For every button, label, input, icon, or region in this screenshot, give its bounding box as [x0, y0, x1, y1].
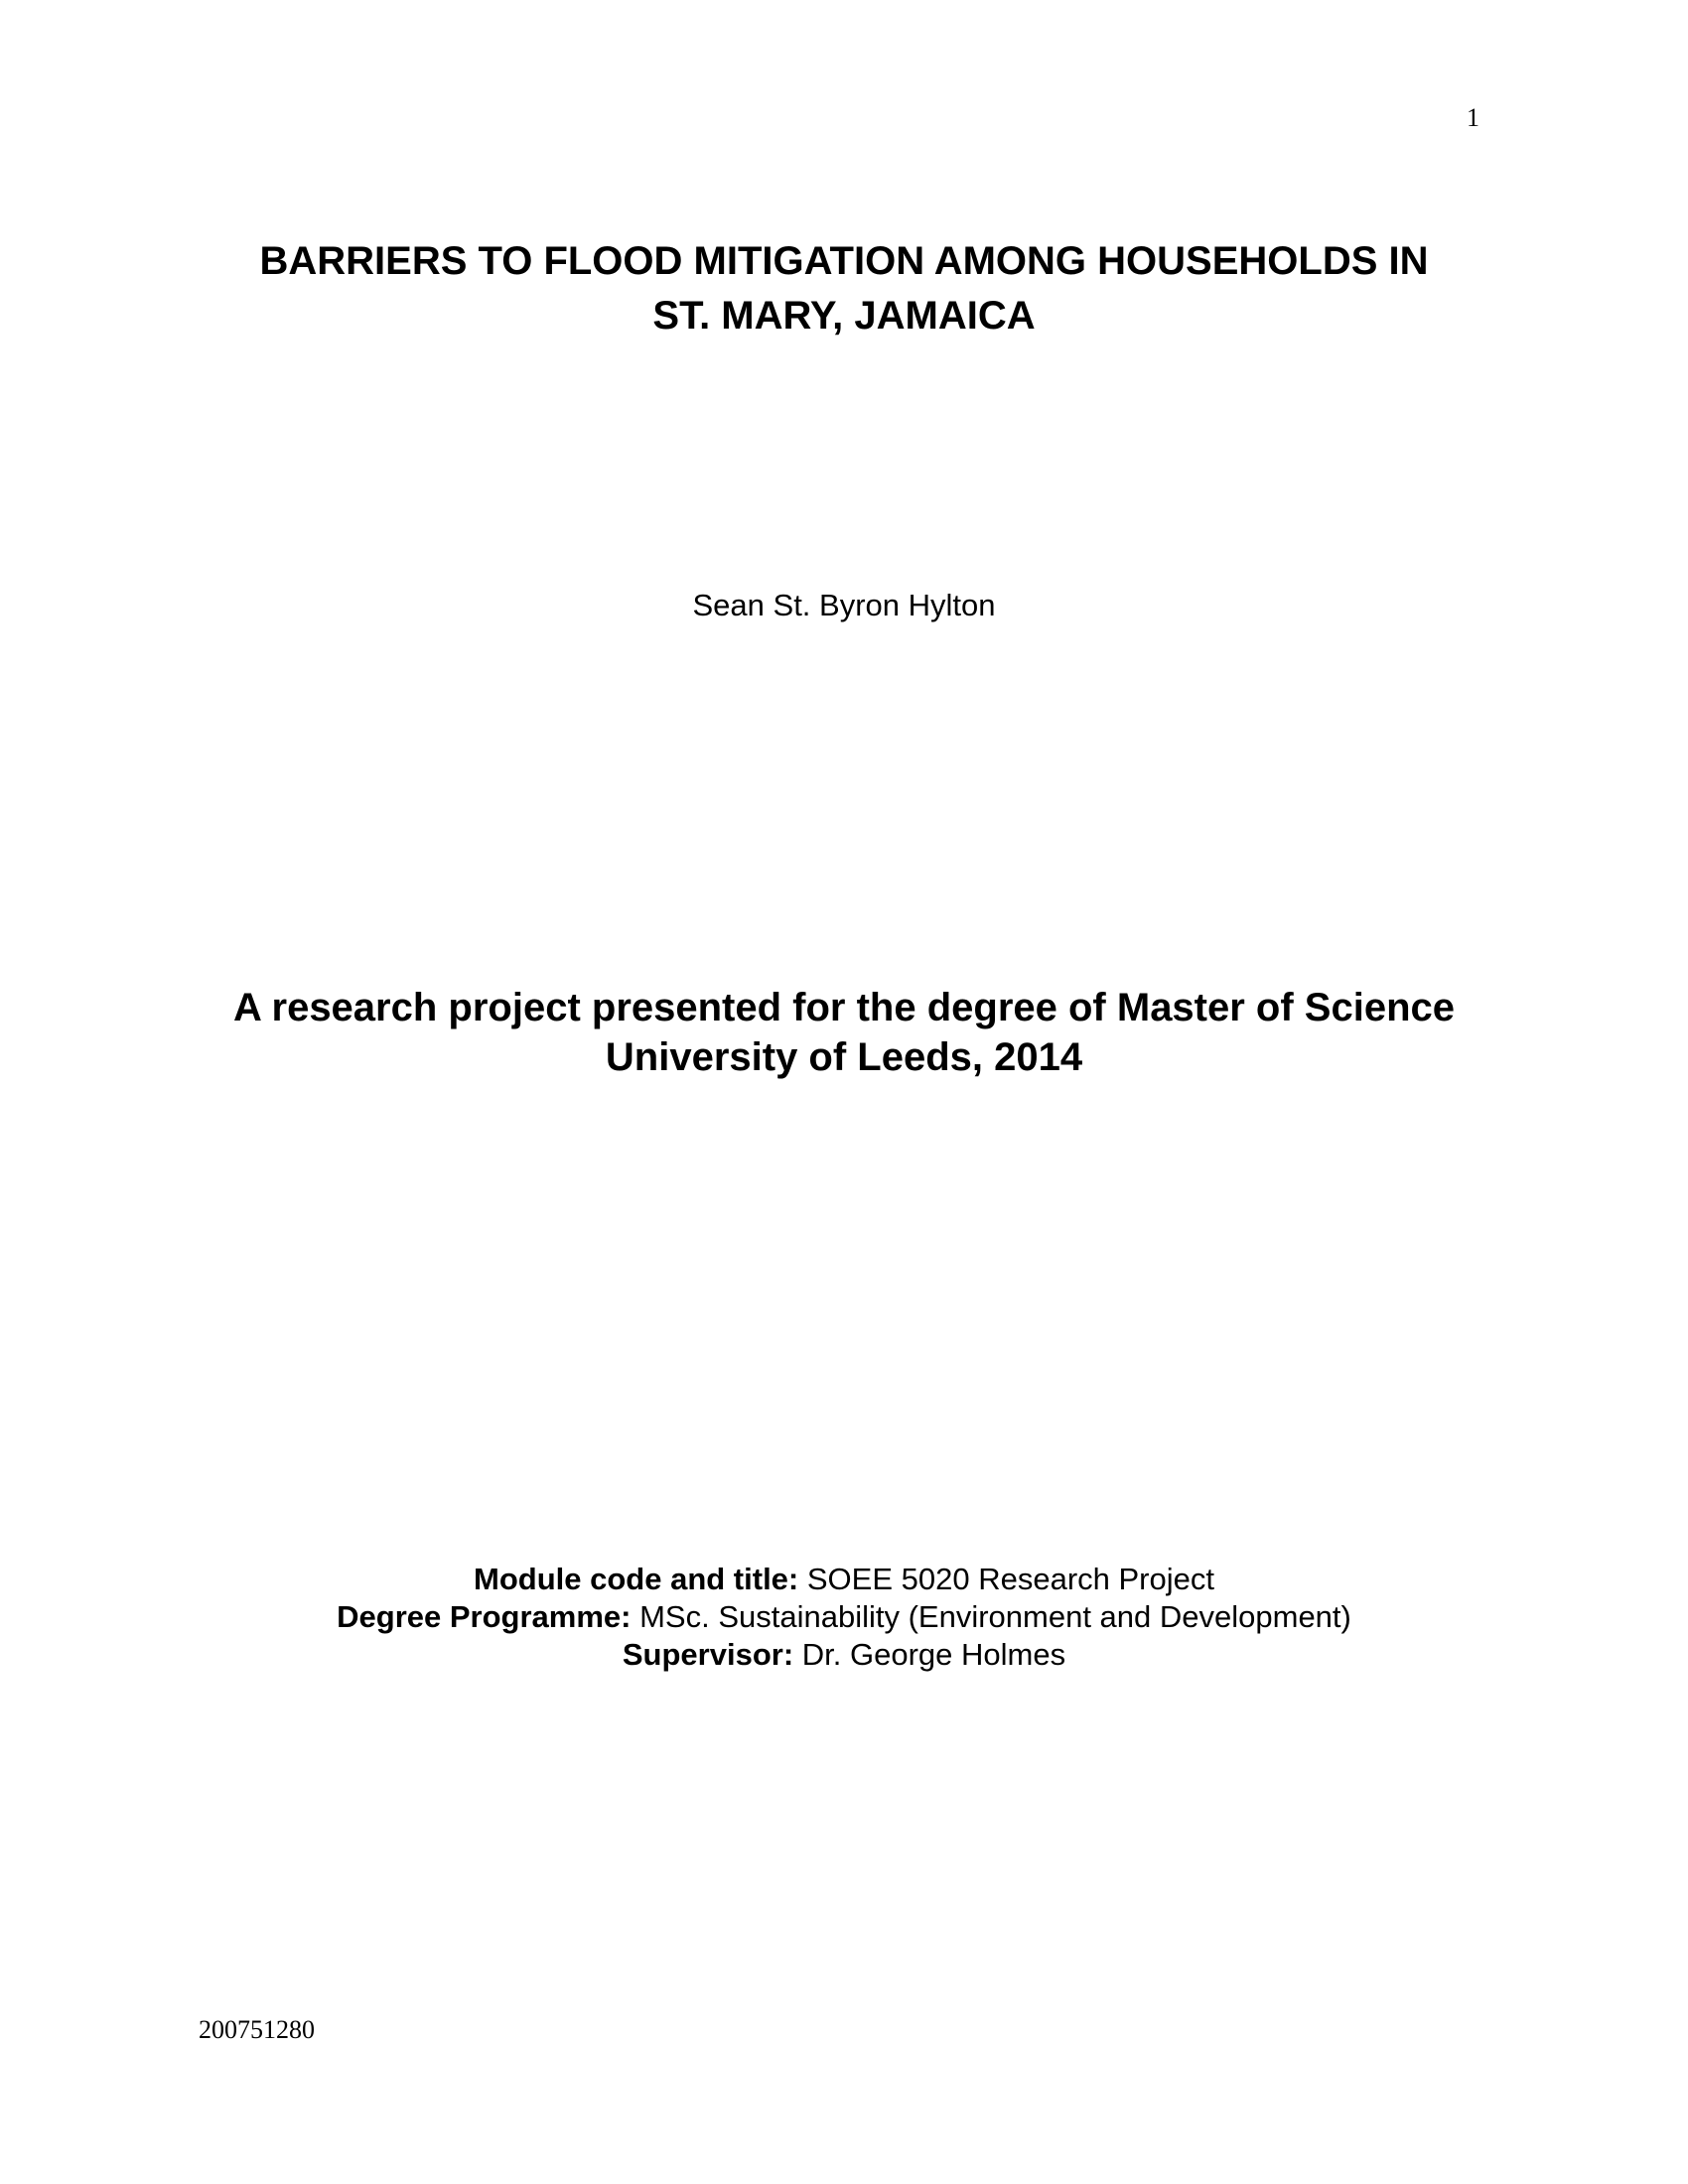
- document-title: [0, 234, 1688, 343]
- programme-value: MSc. Sustainability (Environment and Development): [639, 1599, 1351, 1634]
- module-value: SOEE 5020 Research Project: [806, 1562, 1214, 1596]
- supervisor-value: Dr. George Holmes: [801, 1637, 1066, 1672]
- programme-line: [0, 1598, 1688, 1636]
- project-details: [0, 1561, 1688, 1674]
- programme-label: Degree Programme:: [337, 1599, 632, 1634]
- title-line-1: BARRIERS TO FLOOD MITIGATION AMONG HOUSEHOLDS IN: [259, 239, 1429, 283]
- degree-line-2: University of Leeds, 2014: [605, 1035, 1083, 1079]
- supervisor-label: Supervisor:: [622, 1637, 794, 1672]
- title-line-2: ST. MARY, JAMAICA: [652, 294, 1036, 338]
- student-id: 200751280: [199, 2015, 315, 2044]
- author-name: Sean St. Byron Hylton: [692, 588, 996, 622]
- supervisor-line: [0, 1636, 1688, 1674]
- module-label: Module code and title:: [474, 1562, 799, 1596]
- page-number: 1: [1467, 103, 1479, 132]
- degree-statement: [0, 983, 1688, 1082]
- module-line: [0, 1561, 1688, 1598]
- degree-line-1: A research project presented for the degree of Master of Science: [232, 986, 1456, 1029]
